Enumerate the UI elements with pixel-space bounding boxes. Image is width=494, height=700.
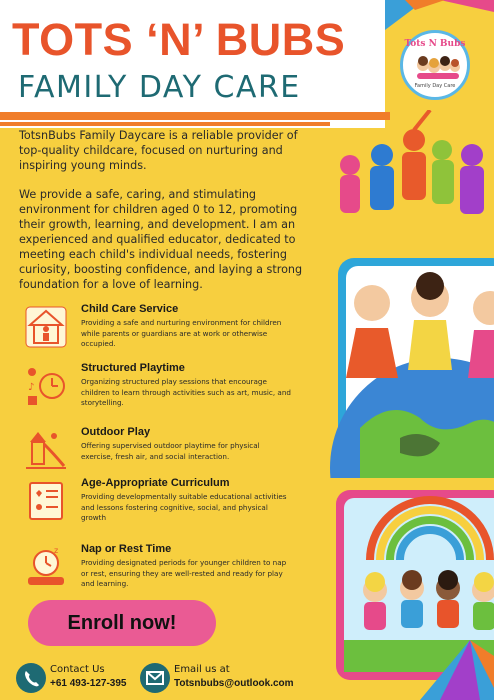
header-stripe-thin <box>0 122 330 126</box>
service-name: Structured Playtime <box>81 362 185 374</box>
service-name: Age-Appropriate Curriculum <box>81 477 230 489</box>
kids-globe-image <box>330 258 494 478</box>
brand-logo <box>400 30 470 100</box>
page-title: TOTS ‘N’ BUBS <box>12 14 346 65</box>
service-description: Providing a safe and nurturing environment for children while parents or guardians are at work or otherwise occupied. <box>81 318 282 348</box>
service-item <box>24 362 324 418</box>
service-item <box>24 426 324 482</box>
playground-slide-icon <box>24 428 68 472</box>
email-label: Email us at <box>174 664 230 675</box>
service-description: Offering supervised outdoor playtime for physical exercise, fresh air, and social interaction. <box>81 441 260 461</box>
clock-activities-icon <box>24 364 68 408</box>
svg-text:♪: ♪ <box>28 382 35 393</box>
service-name: Outdoor Play <box>81 426 151 438</box>
service-name: Child Care Service <box>81 303 179 315</box>
house-child-icon <box>24 305 68 349</box>
service-description: Providing developmentally suitable educational activities and lessons fostering cognitive, social, and physical growth <box>81 492 287 522</box>
phone-number[interactable]: +61 493-127-395 <box>50 678 127 689</box>
intro-paragraph-2: We provide a safe, caring, and stimulating environment for children aged 0 to 12, promoting their growth, learning, and development. I am an experienced and qualified educator, dedicated to meeting each child's individual needs, fostering curiosity, boosting confidence, and laying a strong foundation for a love of learning. <box>19 188 303 291</box>
service-item <box>24 303 324 359</box>
service-description: Providing designated periods for younger children to nap or rest, ensuring they are well-rested and ready for play and learning. <box>81 558 287 588</box>
service-name: Nap or Rest Time <box>81 543 172 555</box>
service-item <box>24 543 324 599</box>
email-address[interactable]: Totsnbubs@outlook.com <box>174 678 294 689</box>
kids-faces-icon <box>415 55 461 79</box>
email-icon[interactable] <box>140 663 170 693</box>
kids-rainbow-image <box>330 490 494 700</box>
page-subtitle: FAMILY DAY CARE <box>18 70 301 105</box>
logo-tagline: Family Day Care <box>414 83 456 89</box>
service-item <box>24 477 324 533</box>
kids-silhouettes-image <box>330 110 494 260</box>
enroll-button[interactable]: Enroll now! <box>28 600 216 646</box>
service-description: Organizing structured play sessions that encourage children to learn through activities such as art, music, and storytelling. <box>81 377 291 407</box>
phone-label: Contact Us <box>50 664 105 675</box>
phone-icon[interactable] <box>16 663 46 693</box>
intro-text <box>19 128 319 306</box>
svg-text:z: z <box>54 546 59 555</box>
intro-paragraph-1: TotsnBubs Family Daycare is a reliable provider of top-quality childcare, focused on nurturing and inspiring young minds. <box>19 129 298 172</box>
logo-name: Tots N Bubs <box>404 39 466 49</box>
curriculum-board-icon <box>24 479 68 523</box>
alarm-clock-zzz-icon <box>24 545 68 589</box>
